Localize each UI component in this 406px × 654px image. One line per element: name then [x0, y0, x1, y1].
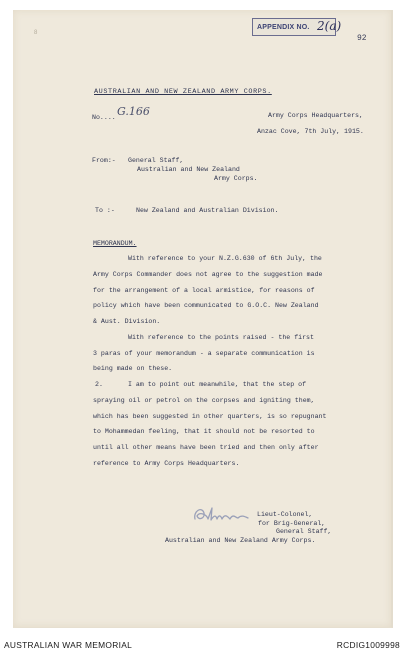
- from-line-1: General Staff,: [128, 157, 184, 164]
- body-line: spraying oil or petrol on the corpses and igniting them,: [93, 397, 315, 404]
- memo-heading: MEMORANDUM.: [93, 240, 137, 247]
- body-line: which has been suggested in other quarters, is so repugnant: [93, 413, 327, 420]
- hq-line: Army Corps Headquarters,: [268, 112, 363, 119]
- to-label: To :-: [95, 207, 115, 214]
- page-number: 92: [357, 34, 367, 43]
- body-line: being made on these.: [93, 365, 173, 372]
- footer-institution: AUSTRALIAN WAR MEMORIAL: [4, 640, 133, 650]
- to-text: New Zealand and Australian Division.: [136, 207, 279, 214]
- handwritten-signature: [192, 503, 250, 525]
- body-line: With reference to your N.Z.G.630 of 6th July, the: [128, 255, 322, 262]
- body-line: until all other means have been tried and then only after: [93, 444, 319, 451]
- reference-number: G.166: [117, 105, 150, 118]
- signatory-rank: Lieut-Colonel,: [257, 511, 313, 518]
- signatory-staff: General Staff,: [276, 528, 332, 535]
- document-page: [13, 10, 393, 628]
- body-line: I am to point out meanwhile, that the step of: [128, 381, 307, 388]
- body-line: Army Corps Commander does not agree to the suggestion made: [93, 271, 323, 278]
- footer-record-id: RCDIG1009998: [336, 640, 400, 650]
- body-line: & Aust. Division.: [93, 318, 161, 325]
- from-label: From:-: [92, 157, 116, 164]
- signatory-for: for Brig-General,: [258, 520, 326, 527]
- paragraph-number: 2.: [95, 381, 103, 388]
- body-line: for the arrangement of a local armistice, for reasons of: [93, 287, 315, 294]
- appendix-stamp: [252, 18, 342, 36]
- from-line-3: Army Corps.: [214, 175, 258, 182]
- margin-mark: 8: [34, 30, 38, 36]
- appendix-number: 2(a): [317, 19, 342, 33]
- body-line: reference to Army Corps Headquarters.: [93, 460, 240, 467]
- date-line: Anzac Cove, 7th July, 1915.: [257, 128, 364, 135]
- reference-prefix: No....: [92, 114, 116, 121]
- letterhead-title: AUSTRALIAN AND NEW ZEALAND ARMY CORPS.: [94, 88, 272, 96]
- body-line: With reference to the points raised - the first: [128, 334, 314, 341]
- body-line: to Mohammedan feeling, that it should not be resorted to: [93, 428, 315, 435]
- body-line: policy which have been communicated to G.O.C. New Zealand: [93, 302, 319, 309]
- body-line: 3 paras of your memorandum - a separate communication is: [93, 350, 315, 357]
- appendix-label: APPENDIX NO.: [257, 24, 310, 31]
- from-line-2: Australian and New Zealand: [137, 166, 240, 173]
- signatory-unit: Australian and New Zealand Army Corps.: [165, 537, 316, 544]
